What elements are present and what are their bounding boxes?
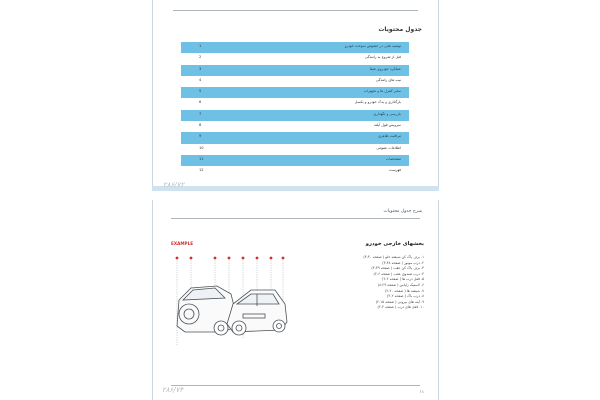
toc-row[interactable] bbox=[181, 155, 409, 166]
top-divider bbox=[173, 10, 418, 11]
toc-number: 11 bbox=[199, 156, 204, 161]
section-title: بخشهای خارجی خودرو bbox=[365, 241, 424, 247]
toc-row[interactable] bbox=[181, 132, 409, 143]
toc-number: 1 bbox=[199, 44, 202, 48]
list-item: ۹. آینه های بیرونی ( صفحه ۱۵-۲) bbox=[375, 299, 424, 304]
page-number: ۱۱ bbox=[419, 389, 424, 394]
list-item: ۴. درب صندوق عقب ( صفحه ۶-۲) bbox=[373, 271, 424, 276]
toc-number: 12 bbox=[199, 168, 204, 173]
toc-label: اطلاعات عمومی bbox=[376, 145, 401, 150]
page-label: ۲۸۶/۷۲ bbox=[163, 181, 185, 189]
toc-row[interactable] bbox=[181, 110, 409, 121]
example-label: EXAMPLE bbox=[171, 241, 194, 246]
toc-label: مشخصات bbox=[385, 156, 401, 161]
toc-label: قبل از شروع به رانندگی bbox=[364, 55, 401, 60]
page-title: جدول محتویات bbox=[378, 26, 422, 33]
toc-label: فهرست bbox=[389, 168, 401, 173]
toc-page bbox=[152, 0, 439, 190]
parts-list bbox=[363, 255, 424, 311]
toc-row[interactable] bbox=[181, 87, 409, 98]
toc-label: عملکرد خودروی شما bbox=[369, 66, 401, 71]
list-item: ۱. برف پاک کن شیشه جلو ( صفحه ۳۰-۳) bbox=[363, 255, 424, 259]
toc-number: 10 bbox=[199, 145, 204, 150]
toc-list bbox=[181, 42, 409, 178]
toc-label: توصیه هایی در خصوص سوخت خودرو bbox=[344, 44, 401, 48]
page-label: ۲۸۶/۷۴ bbox=[162, 386, 184, 394]
toc-number: 6 bbox=[199, 100, 202, 105]
toc-row[interactable] bbox=[181, 42, 409, 53]
toc-label: سایر کنترل ها و تجهیزات bbox=[363, 89, 401, 94]
toc-number: 9 bbox=[199, 134, 202, 139]
toc-number: 2 bbox=[199, 55, 202, 60]
toc-number: 5 bbox=[199, 89, 202, 94]
toc-label: نیب های رانندگی bbox=[375, 77, 401, 82]
description-page bbox=[152, 200, 439, 400]
toc-row[interactable] bbox=[181, 144, 409, 155]
toc-label: مراقبت ظاهری bbox=[377, 134, 401, 139]
toc-number: 3 bbox=[199, 66, 202, 71]
toc-row[interactable] bbox=[181, 166, 409, 177]
car-exterior-figure bbox=[171, 248, 293, 358]
toc-row[interactable] bbox=[181, 76, 409, 87]
list-item: ۶. لاستیک زاپاس ( صفحه ۲۹-۸) bbox=[377, 282, 424, 287]
list-item: ۷. شیشه ها ( صفحه ۲۰-۲) bbox=[384, 288, 424, 293]
toc-number: 8 bbox=[199, 123, 202, 128]
list-item: ۵. قفل درب ها ( صفحه ۲-۲) bbox=[382, 277, 424, 282]
toc-number: 7 bbox=[199, 111, 202, 116]
toc-label: بازرسی و نگهداری bbox=[373, 111, 401, 116]
list-item: ۱۰. قفل های درب ( صفحه ۴-۲) bbox=[377, 305, 424, 310]
list-item: ۸. درب باک ( صفحه ۲-۳) bbox=[387, 294, 424, 299]
header-divider bbox=[171, 218, 420, 219]
toc-row[interactable] bbox=[181, 53, 409, 64]
page-bottom-band bbox=[152, 186, 439, 191]
list-item: ۲. درب موتور ( صفحه ۳۸-۳) bbox=[382, 260, 424, 265]
toc-row[interactable] bbox=[181, 98, 409, 109]
list-item: ۳. برف پاک کن عقب ( صفحه ۳۹-۳) bbox=[371, 266, 424, 271]
page-header: شرح جدول محتویات bbox=[383, 209, 422, 214]
toc-row[interactable] bbox=[181, 121, 409, 132]
toc-row[interactable] bbox=[181, 65, 409, 76]
toc-label: سرویس فول آپلند bbox=[374, 123, 401, 128]
toc-number: 4 bbox=[199, 77, 202, 82]
toc-label: بارگذاری و یدک خودرو و بکسل bbox=[354, 100, 401, 105]
footer-divider bbox=[171, 385, 420, 386]
